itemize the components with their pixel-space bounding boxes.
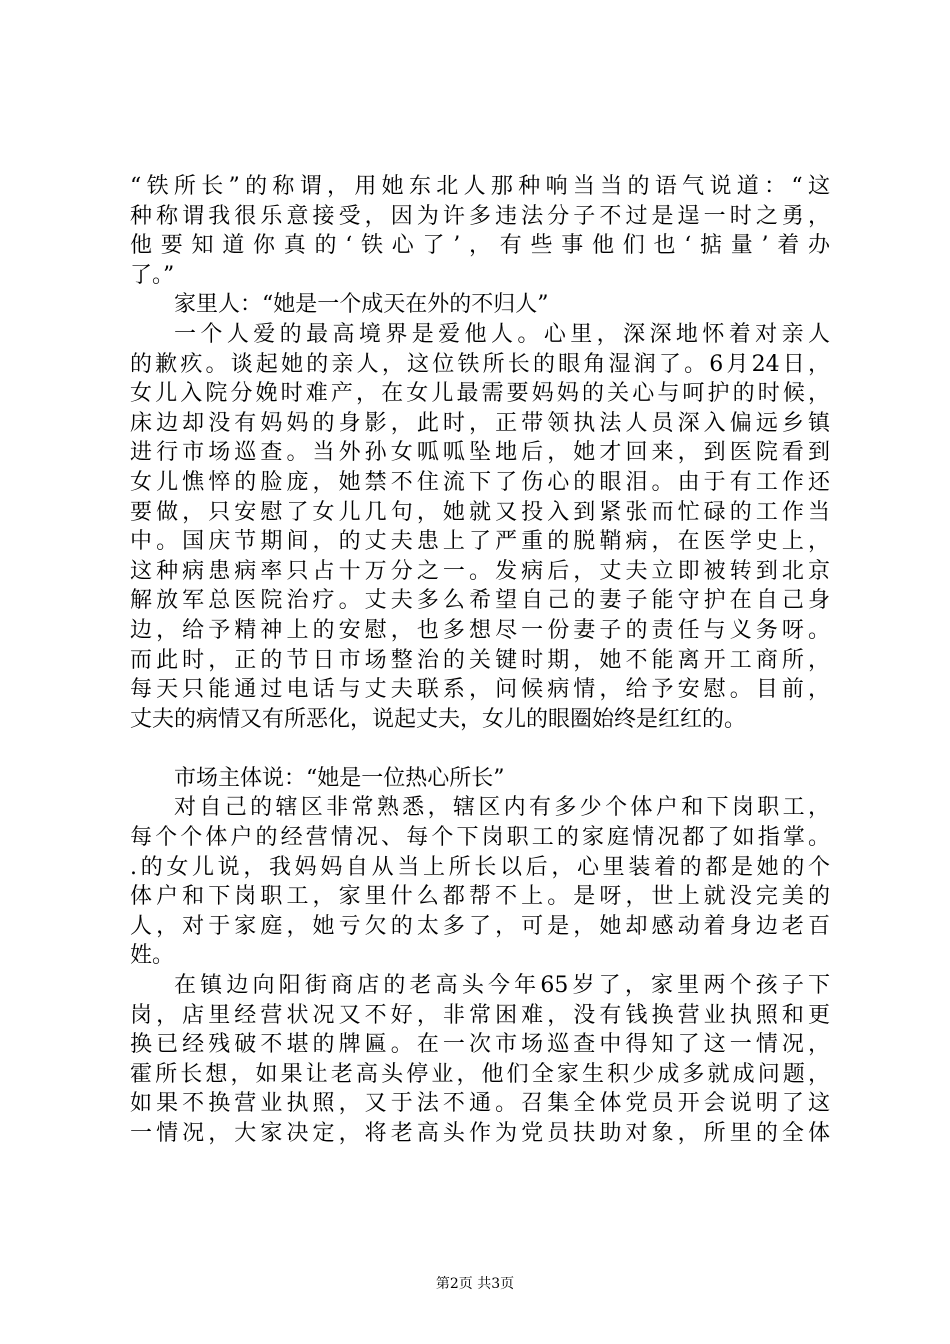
text-line: 中。国庆节期间，的丈夫患上了严重的脱鞘病，在医学史上， — [130, 529, 830, 555]
text-line: 的歉疚。谈起她的亲人，这位铁所长的眼角湿润了。6月24日， — [130, 351, 830, 377]
text-line: .的女儿说，我妈妈自从当上所长以后，心里装着的都是她的个 — [130, 854, 830, 880]
text-line: 丈夫的病情又有所恶化，说起丈夫，女儿的眼圈始终是红红的。 — [130, 706, 747, 732]
text-line: 对自己的辖区非常熟悉，辖区内有多少个体户和下岗职工， — [174, 795, 830, 821]
text-line: 人，对于家庭，她亏欠的太多了，可是，她却感动着身边老百 — [130, 913, 830, 939]
text-line: 进行市场巡查。当外孙女呱呱坠地后，她才回来，到医院看到 — [130, 440, 830, 466]
section-heading-family: 家里人：“她是一个成天在外的不归人” — [174, 292, 549, 318]
text-line: 这种病患病率只占十万分之一。发病后，丈夫立即被转到北京 — [130, 558, 830, 584]
text-line: 如果不换营业执照，又于法不通。召集全体党员开会说明了这 — [130, 1091, 830, 1117]
text-line: 在镇边向阳街商店的老高头今年65岁了，家里两个孩子下 — [174, 973, 830, 999]
text-line: 体户和下岗职工，家里什么都帮不上。是呀，世上就没完美的 — [130, 884, 830, 910]
paragraph-gap — [130, 734, 830, 764]
text-line: 女儿入院分娩时难产，在女儿最需要妈妈的关心与呵护的时候， — [130, 381, 830, 407]
document-body — [130, 172, 830, 1149]
text-line: 了。” — [130, 262, 175, 288]
text-line: 而此时，正的节日市场整治的关键时期，她不能离开工商所， — [130, 647, 830, 673]
text-line: 岗，店里经营状况又不好，非常困难，没有钱换营业执照和更 — [130, 1002, 830, 1028]
text-line: 要做，只安慰了女儿几句，她就又投入到紧张而忙碌的工作当 — [130, 499, 830, 525]
text-line: 霍所长想，如果让老高头停业，他们全家生积少成多就成问题， — [130, 1061, 830, 1087]
text-line: 边，给予精神上的安慰，也多想尽一份妻子的责任与义务呀。 — [130, 617, 830, 643]
page-number-label: 第2页 共3页 — [435, 1276, 515, 1292]
text-line: 换已经残破不堪的牌匾。在一次市场巡查中得知了这一情况， — [130, 1032, 830, 1058]
text-line: 种称谓我很乐意接受，因为许多违法分子不过是逞一时之勇， — [130, 203, 830, 229]
text-line: 他要知道你真的‘铁心了’，有些事他们也‘掂量’着办 — [130, 233, 830, 259]
text-line: “铁所长”的称谓，用她东北人那种响当当的语气说道：“这 — [130, 174, 830, 199]
text-line: 每个个体户的经营情况、每个下岗职工的家庭情况都了如指掌。 — [130, 825, 830, 851]
text-line: 一个人爱的最高境界是爱他人。心里，深深地怀着对亲人 — [174, 321, 830, 347]
text-line: 床边却没有妈妈的身影，此时，正带领执法人员深入偏远乡镇 — [130, 410, 830, 436]
section-heading-market: 市场主体说：“她是一位热心所长” — [174, 765, 505, 791]
text-line: 女儿憔悴的脸庞，她禁不住流下了伤心的眼泪。由于有工作还 — [130, 469, 830, 495]
text-line: 姓。 — [130, 943, 175, 969]
text-line: 一情况，大家决定，将老高头作为党员扶助对象，所里的全体 — [130, 1121, 830, 1146]
text-line: 解放军总医院治疗。丈夫多么希望自己的妻子能守护在自己身 — [130, 588, 830, 614]
text-line: 每天只能通过电话与丈夫联系，问候病情，给予安慰。目前， — [130, 677, 830, 703]
page-footer — [0, 1273, 950, 1293]
